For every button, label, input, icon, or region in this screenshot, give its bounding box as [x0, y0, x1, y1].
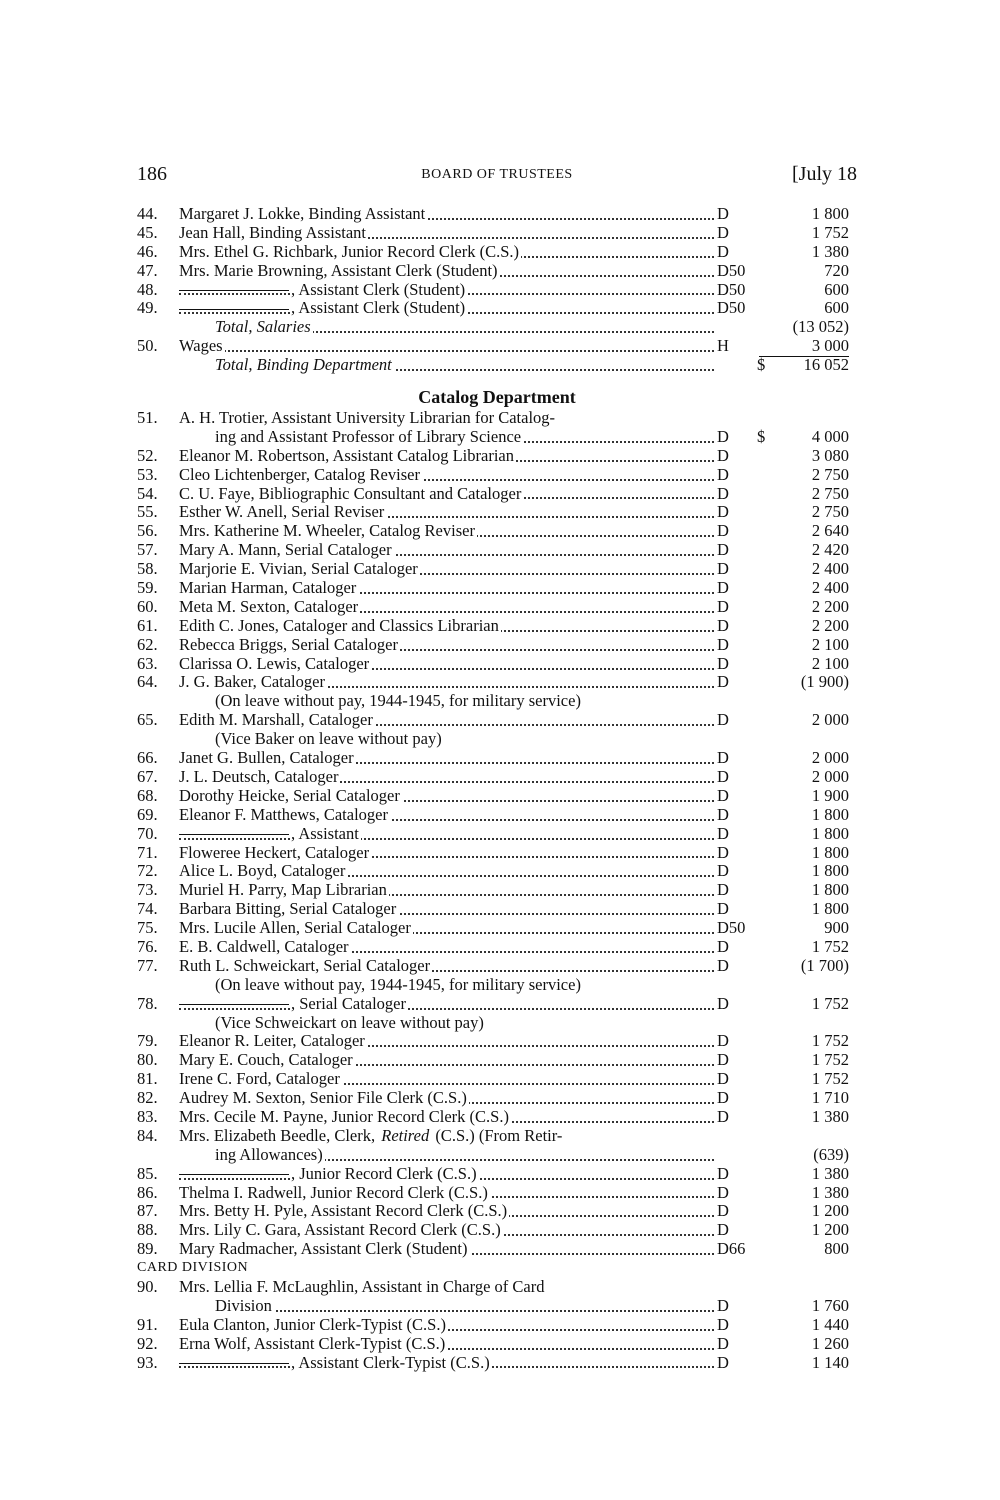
row-number: 72. — [137, 861, 158, 881]
row-number: 71. — [137, 842, 158, 862]
row-amount: 1 380 — [811, 241, 849, 261]
row-number: 92. — [137, 1333, 158, 1353]
list-item — [137, 1240, 857, 1259]
row-amount: 2 400 — [811, 559, 849, 579]
list-item — [137, 617, 857, 636]
card-division-list — [137, 1316, 857, 1373]
row-amount: 1 900 — [811, 785, 849, 805]
row-text: Mrs. Ethel G. Richbark, Junior Record Clerk (C.S.) — [179, 242, 520, 261]
row-amount: 2 750 — [811, 483, 849, 503]
row-text-line1-a: Mrs. Elizabeth Beedle, Clerk, — [179, 1126, 380, 1145]
row-amount: 1 800 — [811, 204, 849, 223]
row-code: D — [717, 1069, 729, 1089]
row-code: D — [717, 559, 729, 579]
row-text: Mrs. Katherine M. Wheeler, Catalog Reviser — [179, 522, 475, 541]
row-text: , Assistant Clerk-Typist (C.S.) — [291, 1353, 490, 1372]
row-amount: 1 380 — [811, 1182, 849, 1202]
row-amount: 1 752 — [811, 993, 849, 1013]
row-amount: 1 200 — [811, 1220, 849, 1240]
row-text: Mary E. Couch, Cataloger — [179, 1051, 353, 1070]
row-text: Cleo Lichtenberger, Catalog Reviser — [179, 465, 420, 484]
row-code: D — [717, 823, 729, 843]
row-text: Margaret J. Lokke, Binding Assistant — [179, 205, 426, 223]
row-amount: 1 752 — [811, 1069, 849, 1089]
row-number: 54. — [137, 483, 158, 503]
binding-department-list — [137, 205, 857, 318]
list-item — [137, 1278, 857, 1297]
row-code: D — [717, 1163, 729, 1183]
row-text-line2: ing Allowances) — [215, 1145, 323, 1164]
row-amount: 1 200 — [811, 1201, 849, 1221]
wages-label: Wages — [179, 337, 223, 356]
list-item — [137, 1221, 857, 1240]
row-amount: 2 000 — [811, 748, 849, 768]
row-number: 81. — [137, 1069, 158, 1089]
row-amount: 2 200 — [811, 596, 849, 616]
row-code: D50 — [717, 279, 746, 299]
list-item-note — [137, 976, 857, 995]
row-amount: 2 100 — [811, 634, 849, 654]
list-item — [137, 1051, 857, 1070]
row-code: D — [717, 766, 729, 786]
row-note: (Vice Baker on leave without pay) — [215, 730, 442, 749]
row-number: 58. — [137, 559, 158, 579]
row-amount: (1 900) — [800, 672, 849, 692]
row-text: Audrey M. Sexton, Senior File Clerk (C.S.) — [179, 1089, 467, 1108]
row-text: Dorothy Heicke, Serial Cataloger — [179, 786, 400, 805]
row-amount: 2 400 — [811, 578, 849, 598]
section-title: Catalog Department — [418, 387, 576, 408]
row-number: 64. — [137, 672, 158, 692]
row-number: 83. — [137, 1106, 158, 1126]
list-item — [137, 844, 857, 863]
row-text: , Junior Record Clerk (C.S.) — [291, 1164, 477, 1183]
row-code: D — [717, 540, 729, 560]
list-item — [137, 749, 857, 768]
list-item — [137, 1070, 857, 1089]
row-code: D50 — [717, 918, 746, 938]
row-amount: 1 800 — [811, 804, 849, 824]
row-amount: 1 260 — [811, 1333, 849, 1353]
list-item-continuation — [137, 428, 857, 447]
list-item — [137, 957, 857, 976]
row-number: 70. — [137, 823, 158, 843]
row-amount: 3 080 — [811, 445, 849, 465]
row-number: 49. — [137, 298, 158, 318]
list-item — [137, 900, 857, 919]
row-number: 73. — [137, 880, 158, 900]
list-item — [137, 409, 857, 428]
list-item — [137, 1354, 857, 1373]
row-number: 87. — [137, 1201, 158, 1221]
row-number: 55. — [137, 502, 158, 522]
total-binding-amount: 16 052 — [803, 355, 849, 375]
document-page — [137, 163, 857, 1372]
row-number: 85. — [137, 1163, 158, 1183]
row-code: D — [717, 653, 729, 673]
row-number: 65. — [137, 710, 158, 730]
row-note: (Vice Schweickart on leave without pay) — [215, 1013, 484, 1032]
list-item-continuation — [137, 1297, 857, 1316]
row-code: D — [717, 1088, 729, 1108]
row-code: D — [717, 1295, 729, 1315]
row-number: 59. — [137, 578, 158, 598]
list-item — [137, 825, 857, 844]
list-item — [137, 1202, 857, 1221]
page-header — [137, 163, 857, 191]
row-text: Meta M. Sexton, Cataloger — [179, 597, 359, 616]
row-number: 44. — [137, 204, 158, 223]
vacant-position-line — [179, 290, 289, 291]
dollar-sign: $ — [757, 355, 766, 375]
row-amount: 720 — [824, 260, 849, 280]
row-code: D — [717, 426, 729, 446]
list-item-continuation — [137, 1146, 857, 1165]
row-amount: 2 000 — [811, 766, 849, 786]
vacant-position-line — [179, 1363, 289, 1364]
vacant-position-line — [179, 834, 289, 835]
row-number: 89. — [137, 1239, 158, 1259]
row-code: D — [717, 1220, 729, 1240]
row-text: Marian Harman, Cataloger — [179, 579, 357, 598]
row-amount: 4 000 — [811, 426, 849, 446]
row-amount: (1 700) — [800, 955, 849, 975]
row-number: 90. — [137, 1276, 158, 1296]
row-text: , Serial Cataloger — [291, 994, 407, 1013]
row-number: 46. — [137, 241, 158, 261]
row-text: J. G. Baker, Cataloger — [179, 673, 325, 692]
list-item — [137, 262, 857, 281]
list-item — [137, 598, 857, 617]
row-code: D — [717, 842, 729, 862]
row-amount: 1 800 — [811, 899, 849, 919]
row-number: 84. — [137, 1125, 158, 1145]
row-code: D — [717, 464, 729, 484]
row-amount: 1 140 — [811, 1352, 849, 1372]
row-number: 93. — [137, 1352, 158, 1372]
total-salaries-amount: (13 052) — [792, 317, 849, 337]
row-text: Erna Wolf, Assistant Clerk-Typist (C.S.) — [179, 1334, 446, 1353]
list-item — [137, 711, 857, 730]
page-number: 186 — [137, 163, 167, 185]
row-text: Mrs. Lily C. Gara, Assistant Record Clerk (C.S.) — [179, 1221, 501, 1240]
total-salaries-label: Total, Salaries — [215, 318, 311, 337]
row-code: D — [717, 502, 729, 522]
row-text: Mrs. Lucile Allen, Serial Cataloger — [179, 919, 411, 938]
row-code: D — [717, 578, 729, 598]
row-text-italic: Retired — [381, 1126, 430, 1145]
row-text: Alice L. Boyd, Cataloger — [179, 862, 346, 881]
vacant-position-line — [179, 309, 289, 310]
row-amount: 2 200 — [811, 615, 849, 635]
list-item — [137, 768, 857, 787]
row-text: , Assistant — [291, 824, 359, 843]
list-item — [137, 881, 857, 900]
row-amount: 1 800 — [811, 880, 849, 900]
row-number: 77. — [137, 955, 158, 975]
card-division-heading: CARD DIVISION — [137, 1260, 249, 1276]
row-code: D — [717, 936, 729, 956]
row-amount: 1 752 — [811, 936, 849, 956]
row-text: Thelma I. Radwell, Junior Record Clerk (C.S.) — [179, 1183, 488, 1202]
row-number: 50. — [137, 336, 158, 356]
row-number: 52. — [137, 445, 158, 465]
row-number: 78. — [137, 993, 158, 1013]
row-text: , Assistant Clerk (Student) — [291, 280, 466, 299]
row-code: D — [717, 222, 729, 242]
list-item-note — [137, 1014, 857, 1033]
catalog-department-list — [137, 447, 857, 1127]
list-item — [137, 806, 857, 825]
total-binding-row — [137, 356, 857, 375]
row-code: D — [717, 1182, 729, 1202]
list-item — [137, 1127, 857, 1146]
row-number: 47. — [137, 260, 158, 280]
row-text: Mrs. Betty H. Pyle, Assistant Record Clerk (C.S.) — [179, 1202, 508, 1221]
row-number: 62. — [137, 634, 158, 654]
row-number: 45. — [137, 222, 158, 242]
row-text: , Assistant Clerk (Student) — [291, 299, 466, 318]
list-item — [137, 1184, 857, 1203]
list-item — [137, 224, 857, 243]
row-code: D — [717, 1333, 729, 1353]
row-text: C. U. Faye, Bibliographic Consultant and Cataloger — [179, 484, 522, 503]
row-text-line1-b: (C.S.) (From Retir- — [431, 1126, 563, 1145]
row-amount: 1 800 — [811, 861, 849, 881]
row-number: 57. — [137, 540, 158, 560]
row-code: D — [717, 785, 729, 805]
row-note: (On leave without pay, 1944-1945, for military service) — [215, 975, 581, 994]
row-text: Jean Hall, Binding Assistant — [179, 223, 366, 242]
row-text: Edith C. Jones, Cataloger and Classics Librarian — [179, 616, 499, 635]
row-text: Eleanor R. Leiter, Cataloger — [179, 1032, 365, 1051]
row-code: D — [717, 1050, 729, 1070]
row-amount: (639) — [813, 1144, 849, 1164]
row-number: 53. — [137, 464, 158, 484]
row-code: D50 — [717, 298, 746, 318]
row-text: Muriel H. Parry, Map Librarian — [179, 881, 387, 900]
row-code: D — [717, 596, 729, 616]
row-text: Floweree Heckert, Cataloger — [179, 843, 370, 862]
row-code: D — [717, 748, 729, 768]
row-text: Irene C. Ford, Cataloger — [179, 1070, 340, 1089]
row-text-line1: Mrs. Lellia F. McLaughlin, Assistant in Charge of Card — [179, 1277, 545, 1296]
row-code: D — [717, 1201, 729, 1221]
list-item — [137, 299, 857, 318]
row-amount: 1 760 — [811, 1295, 849, 1315]
row-code: D — [717, 1314, 729, 1334]
row-number: 48. — [137, 279, 158, 299]
row-text: Eula Clanton, Junior Clerk-Typist (C.S.) — [179, 1315, 446, 1334]
row-code: D — [717, 804, 729, 824]
list-item — [137, 636, 857, 655]
row-code: D50 — [717, 260, 746, 280]
list-item — [137, 862, 857, 881]
row-text: Eleanor F. Matthews, Cataloger — [179, 805, 388, 824]
row-code: D — [717, 899, 729, 919]
row-text: Mary Radmacher, Assistant Clerk (Student) — [179, 1240, 468, 1259]
row-text: Marjorie E. Vivian, Serial Cataloger — [179, 560, 418, 579]
list-item — [137, 560, 857, 579]
row-code: D — [717, 1352, 729, 1372]
list-item — [137, 919, 857, 938]
row-text: Clarissa O. Lewis, Cataloger — [179, 654, 370, 673]
row-code: D — [717, 880, 729, 900]
row-amount: 1 380 — [811, 1163, 849, 1183]
row-text: Barbara Bitting, Serial Cataloger — [179, 900, 397, 919]
row-number: 88. — [137, 1220, 158, 1240]
row-code: D — [717, 634, 729, 654]
row-text: Ruth L. Schweickart, Serial Cataloger — [179, 956, 431, 975]
row-amount: 2 750 — [811, 464, 849, 484]
row-code: D — [717, 445, 729, 465]
row-code: D — [717, 241, 729, 261]
list-item — [137, 281, 857, 300]
row-code: D — [717, 955, 729, 975]
row-text: Mrs. Cecile M. Payne, Junior Record Clerk (C.S.) — [179, 1107, 509, 1126]
list-item — [137, 1316, 857, 1335]
row-code: D — [717, 521, 729, 541]
row-number: 76. — [137, 936, 158, 956]
row-amount: 1 800 — [811, 823, 849, 843]
row-code: D — [717, 993, 729, 1013]
list-item — [137, 1335, 857, 1354]
row-code: D — [717, 1031, 729, 1051]
list-item — [137, 541, 857, 560]
catalog-department-list-2 — [137, 1165, 857, 1259]
row-number: 67. — [137, 766, 158, 786]
row-number: 61. — [137, 615, 158, 635]
list-item-note — [137, 692, 857, 711]
row-text: E. B. Caldwell, Cataloger — [179, 937, 349, 956]
row-number: 69. — [137, 804, 158, 824]
row-code: D66 — [717, 1239, 746, 1259]
row-number: 86. — [137, 1182, 158, 1202]
row-code: D — [717, 483, 729, 503]
row-amount: 600 — [824, 279, 849, 299]
row-amount: 1 752 — [811, 1031, 849, 1051]
row-amount: 2 000 — [811, 710, 849, 730]
wages-amount: 3 000 — [759, 337, 849, 357]
row-number: 60. — [137, 596, 158, 616]
list-item — [137, 579, 857, 598]
list-item — [137, 447, 857, 466]
wages-row — [137, 337, 857, 356]
list-item-note — [137, 730, 857, 749]
list-item — [137, 673, 857, 692]
row-text: Edith M. Marshall, Cataloger — [179, 711, 373, 730]
wages-code: H — [717, 336, 729, 356]
row-text: Esther W. Anell, Serial Reviser — [179, 503, 385, 522]
row-text: Eleanor M. Robertson, Assistant Catalog Librarian — [179, 446, 514, 465]
row-text-line1: A. H. Trotier, Assistant University Librarian for Catalog- — [179, 409, 556, 428]
list-item — [137, 1089, 857, 1108]
row-amount: 2 100 — [811, 653, 849, 673]
row-code: D — [717, 861, 729, 881]
row-amount: 1 440 — [811, 1314, 849, 1334]
row-number: 66. — [137, 748, 158, 768]
row-code: D — [717, 204, 729, 223]
list-item — [137, 503, 857, 522]
row-note: (On leave without pay, 1944-1945, for military service) — [215, 692, 581, 711]
row-code: D — [717, 615, 729, 635]
row-number: 56. — [137, 521, 158, 541]
row-number: 63. — [137, 653, 158, 673]
row-text: Rebecca Briggs, Serial Cataloger — [179, 635, 399, 654]
list-item — [137, 995, 857, 1014]
running-date: [July 18 — [792, 163, 857, 185]
row-number: 91. — [137, 1314, 158, 1334]
list-item — [137, 938, 857, 957]
row-amount: 1 380 — [811, 1106, 849, 1126]
list-item — [137, 205, 857, 224]
row-amount: 800 — [824, 1239, 849, 1259]
row-amount: 2 420 — [811, 540, 849, 560]
row-amount: 1 710 — [811, 1088, 849, 1108]
row-number: 51. — [137, 408, 158, 428]
row-text: Mary A. Mann, Serial Cataloger — [179, 541, 392, 560]
list-item — [137, 243, 857, 262]
row-number: 82. — [137, 1088, 158, 1108]
row-text-line2: Division — [215, 1296, 272, 1315]
row-amount: 1 752 — [811, 1050, 849, 1070]
row-number: 79. — [137, 1031, 158, 1051]
vacant-position-line — [179, 1004, 289, 1005]
row-number: 75. — [137, 918, 158, 938]
vacant-position-line — [179, 1174, 289, 1175]
total-binding-label: Total, Binding Department — [215, 356, 392, 375]
row-amount: 1 800 — [811, 842, 849, 862]
total-salaries-row — [137, 318, 857, 337]
row-amount: 900 — [824, 918, 849, 938]
row-code: D — [717, 710, 729, 730]
row-amount: 600 — [824, 298, 849, 318]
row-text-line2: ing and Assistant Professor of Library Science — [215, 427, 522, 446]
list-item — [137, 1165, 857, 1184]
row-code: D — [717, 1106, 729, 1126]
list-item — [137, 522, 857, 541]
list-item — [137, 1032, 857, 1051]
row-amount: 1 752 — [811, 222, 849, 242]
row-number: 80. — [137, 1050, 158, 1070]
list-item — [137, 787, 857, 806]
row-text: Mrs. Marie Browning, Assistant Clerk (Student) — [179, 261, 498, 280]
list-item — [137, 1108, 857, 1127]
row-number: 68. — [137, 785, 158, 805]
list-item — [137, 485, 857, 504]
row-text: Janet G. Bullen, Cataloger — [179, 749, 354, 768]
row-amount: 2 640 — [811, 521, 849, 541]
row-code: D — [717, 672, 729, 692]
list-item — [137, 655, 857, 674]
running-title: BOARD OF TRUSTEES — [421, 167, 573, 182]
row-number: 74. — [137, 899, 158, 919]
list-item — [137, 466, 857, 485]
dollar-sign: $ — [757, 426, 766, 446]
row-amount: 2 750 — [811, 502, 849, 522]
row-text: J. L. Deutsch, Cataloger — [179, 767, 339, 786]
